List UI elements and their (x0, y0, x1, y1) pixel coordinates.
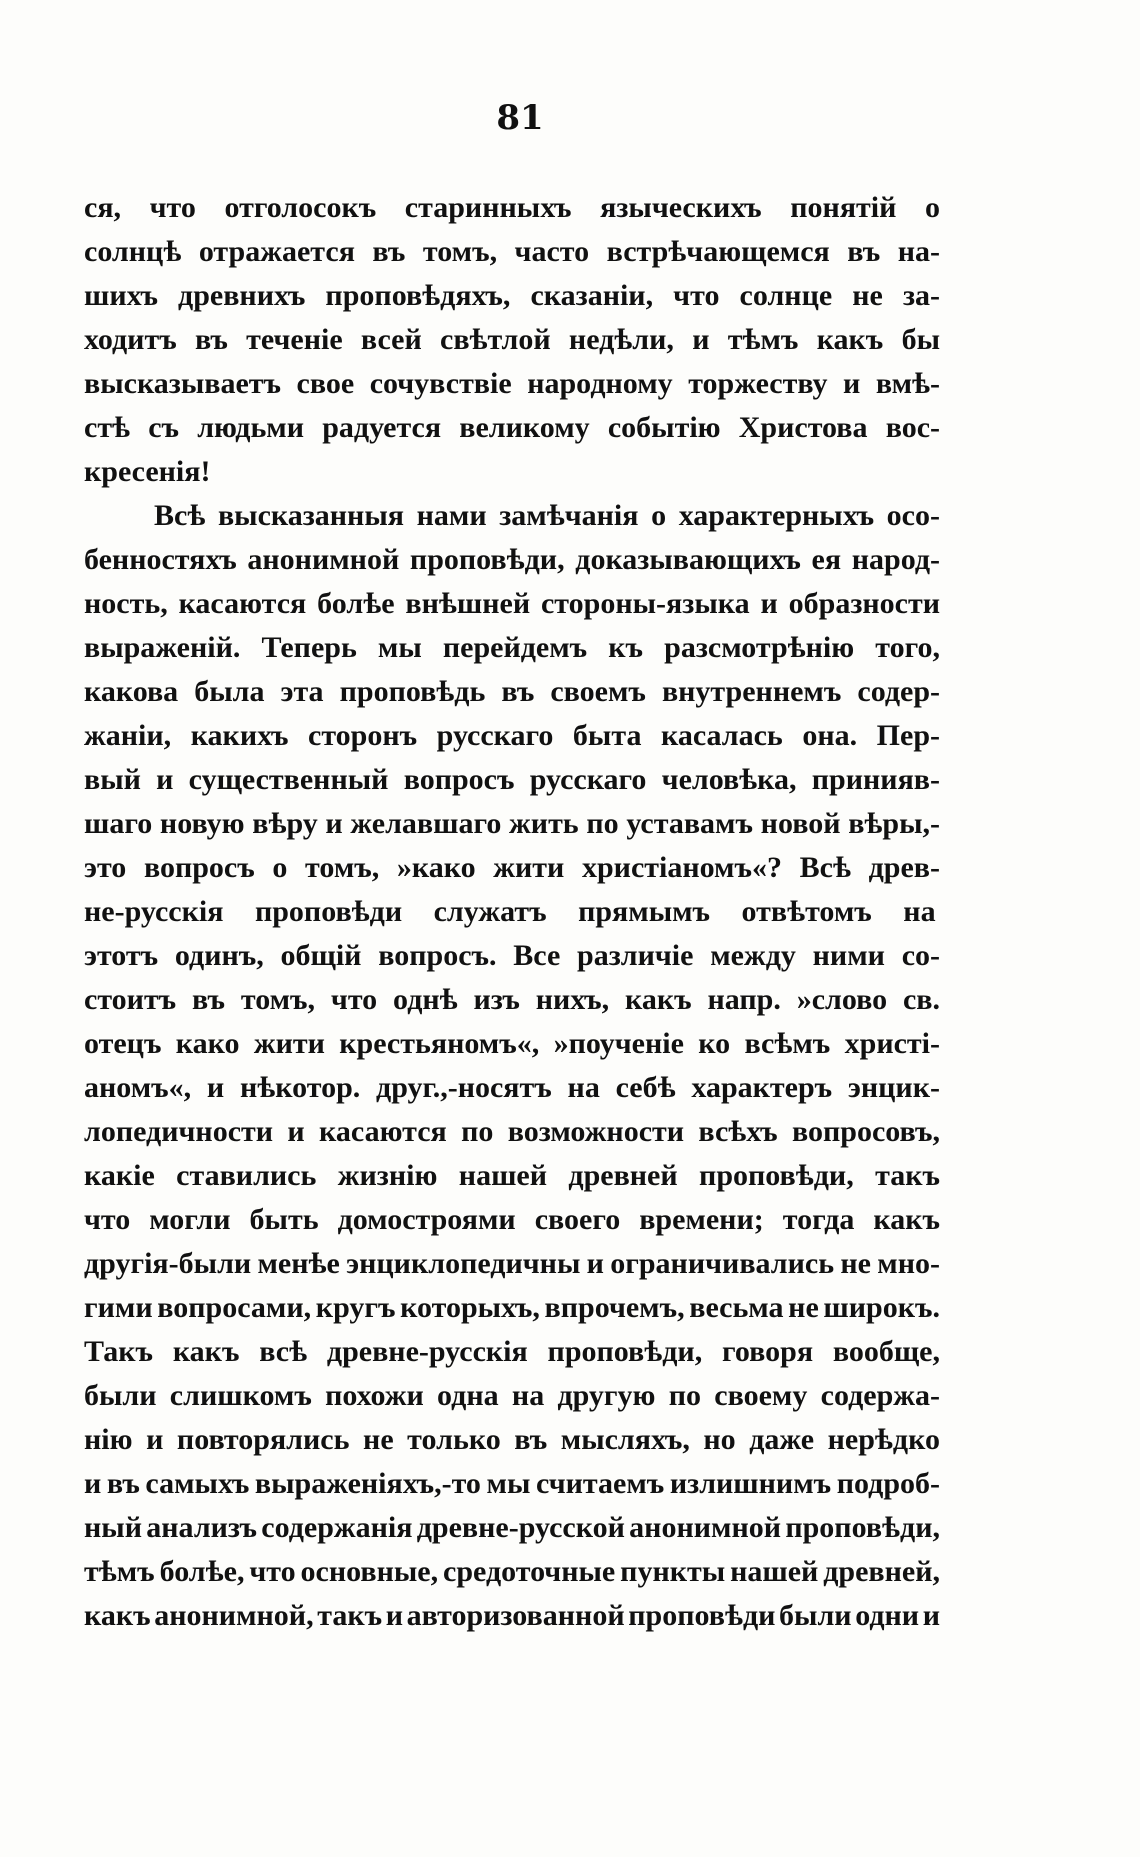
text-line: это вопросъ о томъ, »како жити христіаномъ«? Всѣ древ- (84, 851, 940, 884)
text-line: бенностяхъ анонимной проповѣди, доказывающихъ ея народ- (84, 543, 940, 576)
text-line: тѣмъ болѣе, что основные, средоточные пункты нашей древней, (84, 1555, 940, 1588)
text-line: стѣ съ людьми радуется великому событію Христова вос- (84, 411, 940, 444)
text-line: аномъ«, и нѣкотор. друг.,-носятъ на себѣ характеръ энцик- (84, 1071, 940, 1104)
text-line: и въ самыхъ выраженіяхъ,-то мы считаемъ излишнимъ подроб- (84, 1467, 940, 1500)
text-line: лопедичности и касаются по возможности всѣхъ вопросовъ, (84, 1115, 940, 1148)
text-line: какіе ставились жизнію нашей древней проповѣди, такъ (84, 1159, 940, 1192)
text-line: другія-были менѣе энциклопедичны и ограничивались не мно- (84, 1247, 940, 1280)
text-line: не-русскія проповѣди служатъ прямымъ отвѣтомъ на (84, 895, 936, 928)
text-line: ный анализъ содержанія древне-русской анонимной проповѣди, (84, 1511, 940, 1544)
text-line: что могли быть домостроями своего времени; тогда какъ (84, 1203, 940, 1236)
text-line: гими вопросами, кругъ которыхъ, впрочемъ, весьма не широкъ. (84, 1291, 940, 1324)
text-line: ся, что отголосокъ старинныхъ языческихъ понятій о (84, 191, 940, 224)
text-line: этотъ одинъ, общій вопросъ. Все различіе между ними со- (84, 939, 940, 972)
text-line: вый и существенный вопросъ русскаго человѣка, принияв- (84, 763, 940, 796)
page-number: 81 (496, 98, 544, 138)
text-line: жаніи, какихъ сторонъ русскаго быта касалась она. Пер- (84, 719, 940, 752)
text-line: Такъ какъ всѣ древне-русскія проповѣди, говоря вообще, (84, 1335, 940, 1368)
text-line: Всѣ высказанныя нами замѣчанія о характерныхъ осо- (154, 499, 940, 532)
text-line: высказываетъ свое сочувствіе народному торжеству и вмѣ- (84, 367, 940, 400)
text-line: кресенія! (84, 455, 211, 488)
text-line: выраженій. Теперь мы перейдемъ къ разсмотрѣнію того, (84, 631, 940, 664)
text-line: стоитъ въ томъ, что однѣ изъ нихъ, какъ напр. »слово св. (84, 983, 940, 1016)
text-line: солнцѣ отражается въ томъ, часто встрѣчающемся въ на- (84, 235, 940, 268)
text-line: шаго новую вѣру и желавшаго жить по уставамъ новой вѣры,- (84, 807, 940, 840)
text-line: были слишкомъ похожи одна на другую по своему содержа- (84, 1379, 940, 1412)
text-line: какова была эта проповѣдь въ своемъ внутреннемъ содер- (84, 675, 940, 708)
text-line: какъ анонимной, такъ и авторизованной проповѣди были одни и (84, 1599, 940, 1632)
text-line: ходитъ въ теченіе всей свѣтлой недѣли, и тѣмъ какъ бы (84, 323, 940, 356)
text-line: отецъ како жити крестьяномъ«, »поученіе ко всѣмъ христі- (84, 1027, 940, 1060)
text-line: ность, касаются болѣе внѣшней стороны-языка и образности (84, 587, 940, 620)
text-line: шихъ древнихъ проповѣдяхъ, сказаніи, что солнце не за- (84, 279, 940, 312)
text-line: нію и повторялись не только въ мысляхъ, но даже нерѣдко (84, 1423, 940, 1456)
body-text (84, 186, 940, 1638)
